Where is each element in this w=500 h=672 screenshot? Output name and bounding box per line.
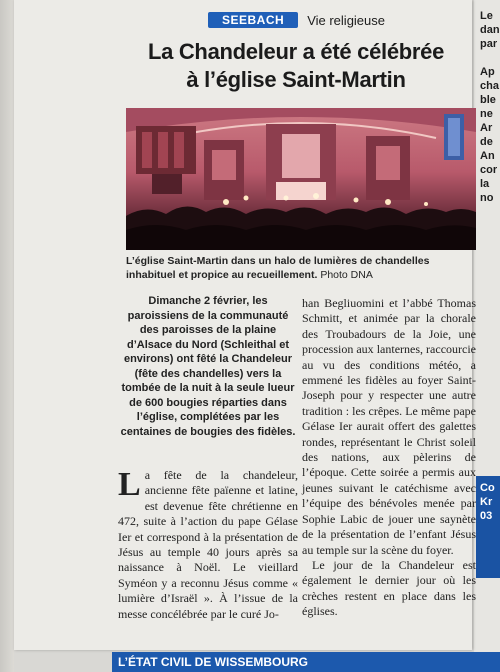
right-page-line: ne [480, 108, 493, 120]
right-page-line: dan [480, 24, 500, 36]
caption-text: L’église Saint-Martin dans un halo de lumières de chandelles inhabituel et propice au recueillement. [126, 255, 430, 281]
section-rubric: Vie religieuse [307, 12, 385, 28]
right-page-blue-line: 03 [480, 510, 493, 522]
headline-line-2: à l’église Saint-Martin [186, 67, 406, 92]
adjacent-page-right [474, 0, 500, 672]
next-article-title: L’ÉTAT CIVIL DE WISSEMBOURG [118, 655, 309, 669]
right-page-line: An [480, 150, 495, 162]
right-page-blue-line: Co [480, 482, 495, 494]
right-page-line: Ar [480, 122, 493, 134]
photo-credit: Photo DNA [320, 269, 373, 281]
photo-caption [126, 254, 478, 282]
article-column-1 [118, 468, 298, 622]
headline-line-1: La Chandeleur a été célébrée [147, 39, 445, 64]
right-page-line: cor [480, 164, 498, 176]
column-2-paragraph-1: han Begliuomini et l’abbé Thomas Schmitt, et animée par la chorale des Troubadours de la Joie, une procession aux lanternes, raccourcie au vu des conditions météo, a emmené les fidèles au foyer Saint-Joseph pour y respecter une autre tradition : les crêpes. Le même pape Gélase Ier aurait offert des galettes rondes, représentant le Christ soleil des nations, aux pèlerins de l’époque. Cette soirée a permis aux jeunes suivant le catéchisme avec l’équipe des bénévoles menée par Sophie Labic de jouer une saynète de la présentation de l’enfant Jésus au temple sur la scène du foyer. [302, 296, 476, 557]
column-2-paragraph-2: Le jour de la Chandeleur est également le dernier jour où les crèches restent en place dans les églises. [302, 557, 476, 619]
next-article-band [112, 652, 500, 672]
article-lede: Dimanche 2 février, les paroissiens de la communauté des paroisses de la plaine d’Alsace du Nord (Schleithal et environs) ont fêté la Chandeleur (fête des chandelles) vers la tombée de la nuit à la seule lueur de 600 bougies réparties dans l’église, complétées par les centaines de bougies des fidèles. [120, 295, 296, 438]
right-page-line: par [480, 38, 498, 50]
kicker [208, 12, 385, 28]
right-page-line: Ap [480, 66, 495, 78]
article-column-2 [302, 296, 476, 620]
right-page-line: no [480, 192, 494, 204]
headline [96, 38, 496, 94]
church-photo-illustration [126, 108, 476, 250]
right-page-line: cha [480, 80, 499, 92]
column-1-text: a fête de la chandeleur, ancienne fête païenne et latine, est devenue fête chrétienne en 472, suite à l’action du pape Gélase Ier et correspond à la présentation de Jésus au temple 40 jours après sa naissance à Noël. Le vieillard Syméon y a reconnu Jésus comme « lumière d’Israël ». À l’issue de la messe concélébrée par le curé Jo- [118, 468, 298, 621]
right-page-line: de [480, 136, 493, 148]
drop-cap: L [118, 466, 141, 503]
right-page-line: Le [480, 10, 493, 22]
adjacent-page-left [0, 0, 14, 672]
location-tag: SEEBACH [208, 12, 298, 28]
right-page-line: la [480, 178, 490, 190]
right-page-blue-line: Kr [480, 496, 493, 508]
church-photo [126, 108, 476, 250]
right-page-line: ble [480, 94, 496, 106]
right-page-blue-box [476, 476, 500, 578]
